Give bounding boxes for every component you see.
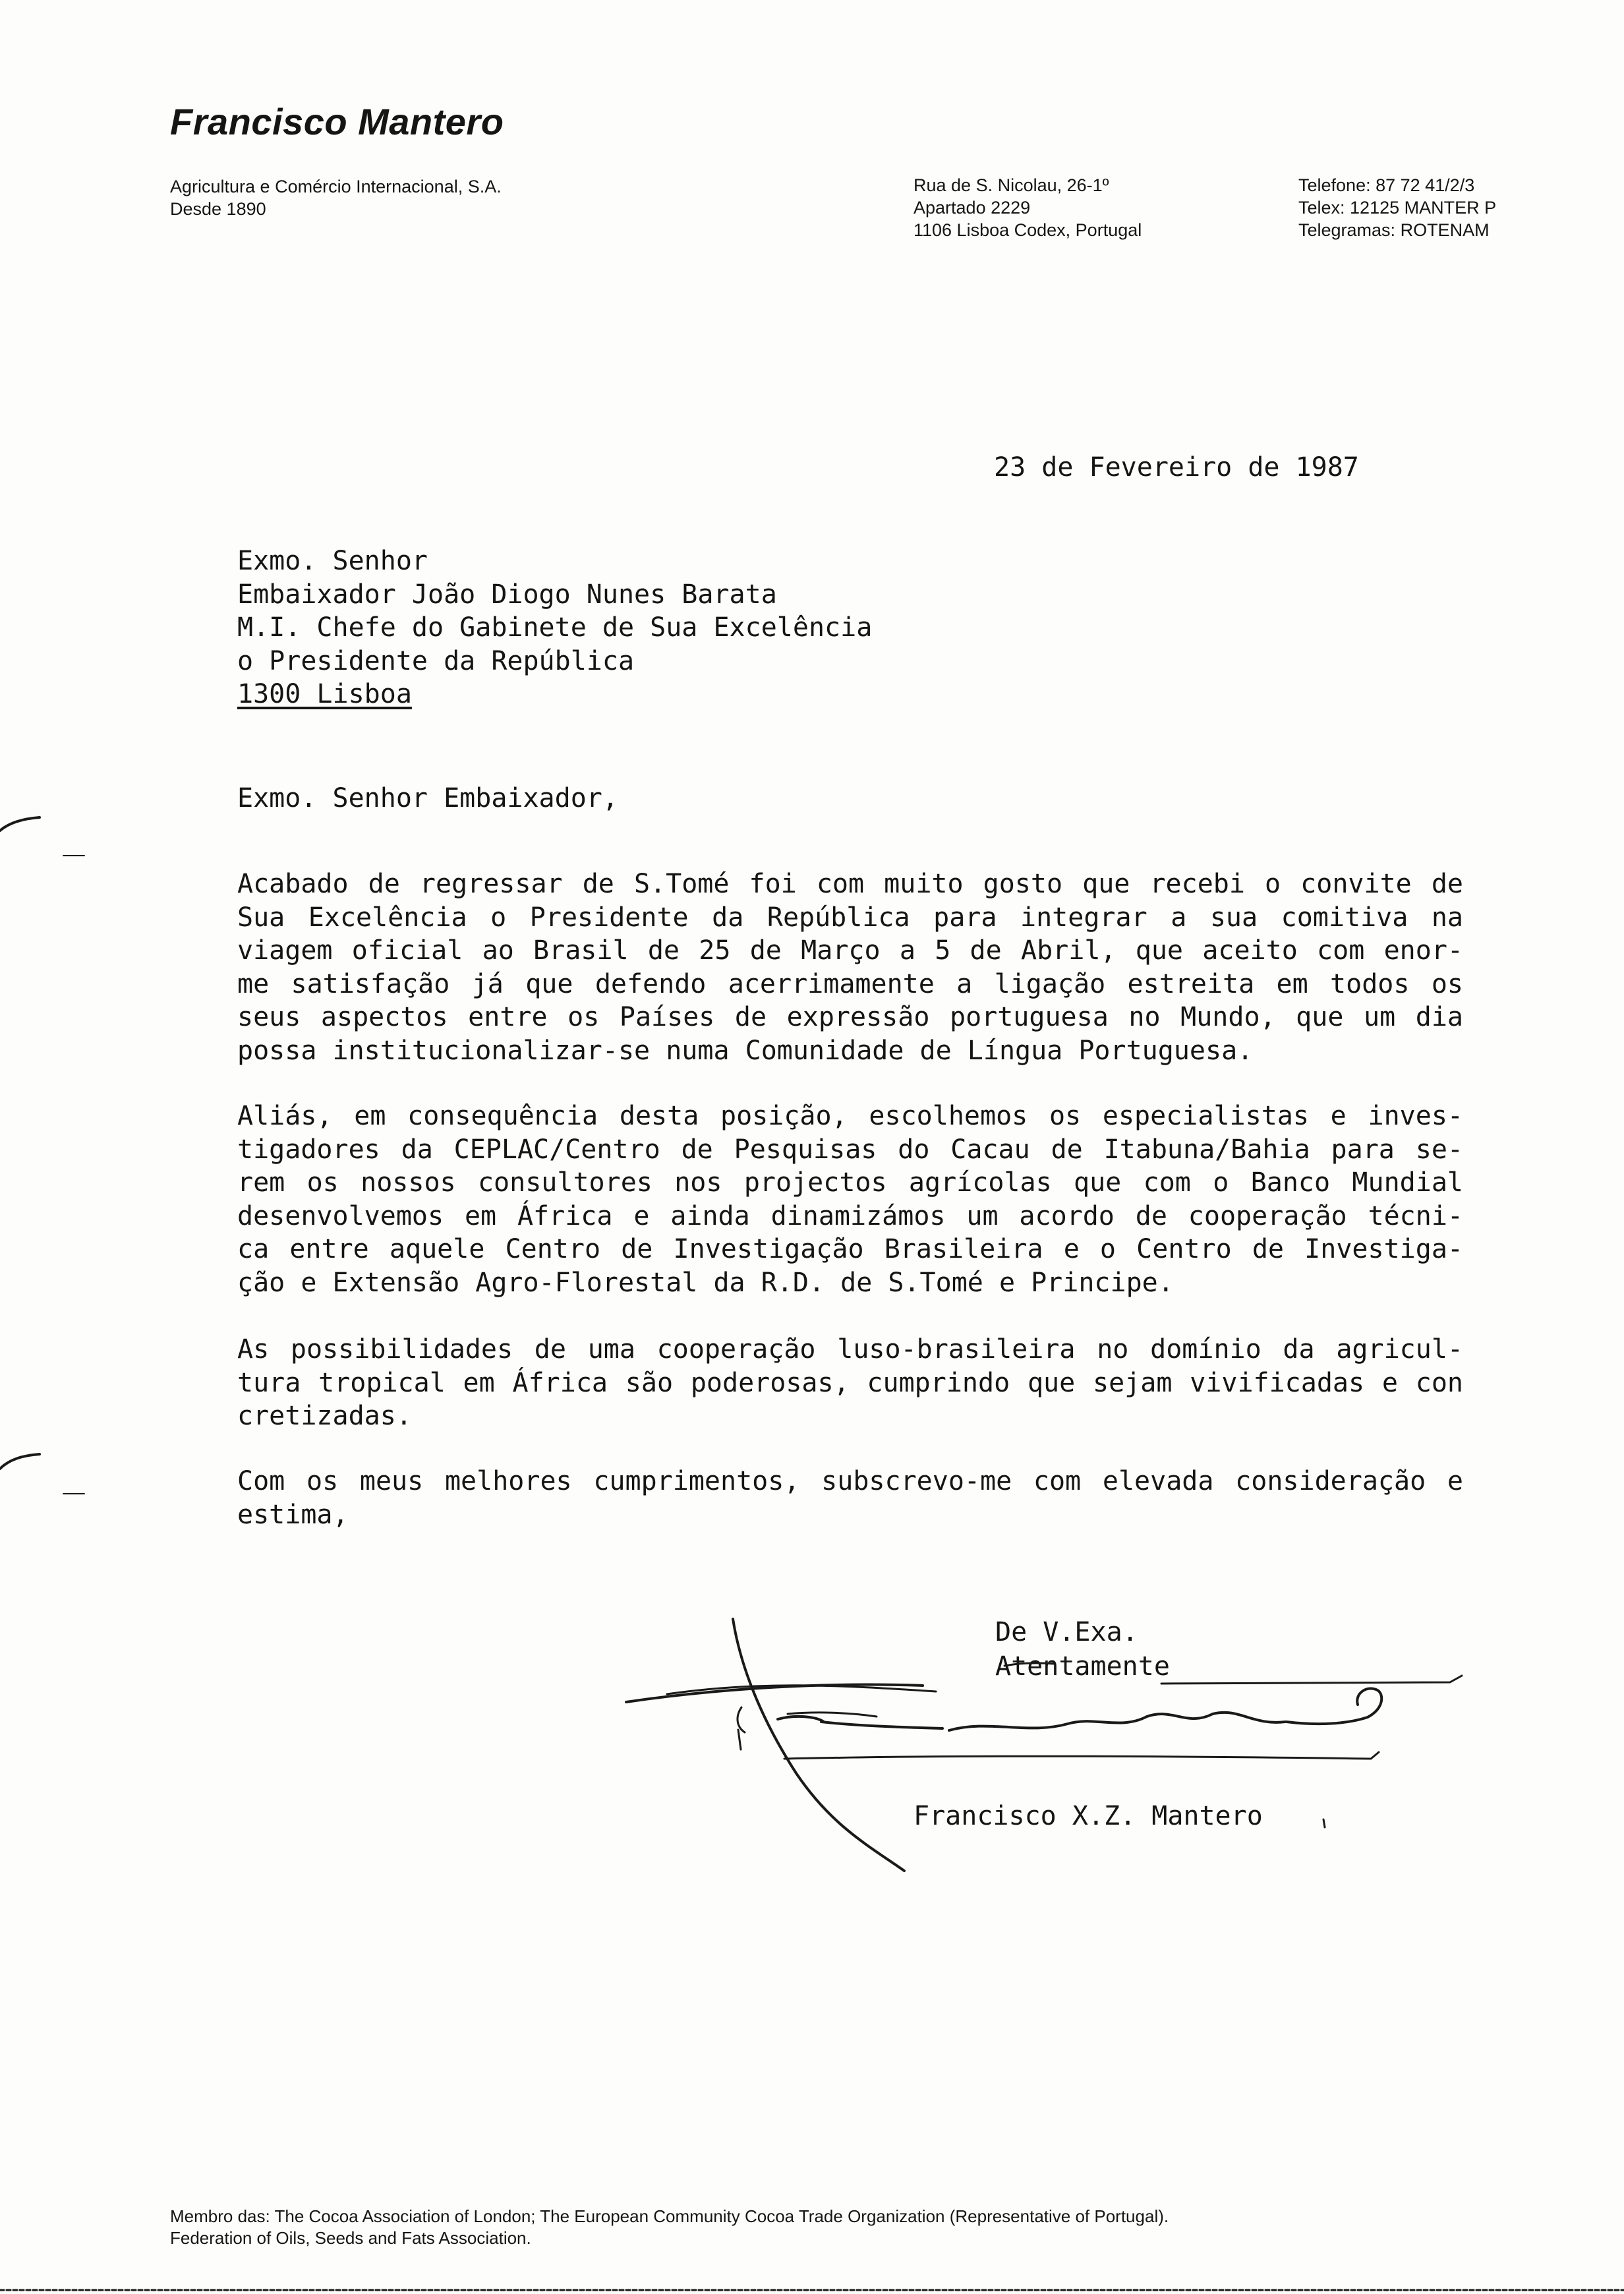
text-line: cretizadas. [237, 1401, 412, 1431]
text-line: rem os nossos consultores nos projectos agrícolas que com o Banco Mundial [237, 1167, 1463, 1198]
text-line: ção e Extensão Agro-Florestal da R.D. de S.Tomé e Principe. [237, 1267, 1174, 1298]
contact-line: Telegramas: ROTENAM [1298, 220, 1490, 240]
recipient-line: Exmo. Senhor [237, 546, 428, 576]
text-line: As possibilidades de uma cooperação luso-brasileira no domínio da agricul- [237, 1334, 1463, 1365]
signature-stroke [1161, 1676, 1462, 1684]
recipient-line: M.I. Chefe do Gabinete de Sua Excelência [237, 612, 873, 643]
signature-stroke [1004, 1663, 1055, 1666]
text-line: Com os meus melhores cumprimentos, subscrevo-me com elevada consideração e [237, 1466, 1463, 1496]
address-line: 1106 Lisboa Codex, Portugal [914, 220, 1142, 240]
signature-stroke [778, 1717, 942, 1728]
address-line: Rua de S. Nicolau, 26-1º [914, 175, 1109, 195]
text-line: Aliás, em consequência desta posição, escolhemos os especialistas e inves- [237, 1101, 1463, 1131]
contact-line: Telex: 12125 MANTER P [1298, 198, 1497, 218]
signature-stroke [784, 1752, 1379, 1759]
text-line: ca entre aquele Centro de Investigação Brasileira e o Centro de Investiga- [237, 1234, 1463, 1264]
letter-date: 23 de Fevereiro de 1987 [994, 452, 1359, 483]
recipient-city: 1300 Lisboa [237, 679, 412, 709]
address-line: Apartado 2229 [914, 198, 1031, 218]
signature-stroke [1323, 1819, 1325, 1827]
footer-line: Federation of Oils, Seeds and Fats Association. [170, 2228, 531, 2248]
closing-line: De V.Exa. [995, 1617, 1138, 1647]
footer-line: Membro das: The Cocoa Association of London; The European Community Cocoa Trade Organization (Representative of Portugal). [170, 2206, 1169, 2226]
company-name: Francisco Mantero [170, 101, 504, 142]
text-line: Acabado de regressar de S.Tomé foi com muito gosto que recebi o convite de [237, 869, 1463, 899]
text-line: viagem oficial ao Brasil de 25 de Março a 5 de Abril, que aceito com enor- [237, 935, 1463, 966]
signature-stroke [949, 1713, 1285, 1730]
recipient-line: o Presidente da República [237, 645, 635, 676]
signature-stroke [733, 1619, 904, 1871]
signature-stroke [738, 1730, 741, 1750]
contact-line: Telefone: 87 72 41/2/3 [1298, 175, 1475, 195]
company-tagline: Agricultura e Comércio Internacional, S.A. [170, 177, 502, 196]
text-line: Sua Excelência o Presidente da República para integrar a sua comitiva na [237, 902, 1463, 933]
text-line: me satisfação já que defendo acerrimamente a ligação estreita em todos os [237, 968, 1463, 999]
salutation: Exmo. Senhor Embaixador, [237, 783, 618, 813]
signature-stroke [738, 1707, 745, 1732]
signature-stroke [1287, 1688, 1381, 1724]
company-since: Desde 1890 [170, 199, 266, 219]
text-line: estima, [237, 1499, 349, 1530]
closing-line: Atentamente [995, 1651, 1170, 1682]
text-line: desenvolvemos em África e ainda dinamizámos um acordo de cooperação técni- [237, 1200, 1463, 1231]
scan-mark [0, 817, 40, 831]
signature-name: Francisco X.Z. Mantero [914, 1801, 1263, 1831]
scan-mark [0, 1454, 40, 1469]
text-line: tura tropical em África são poderosas, cumprindo que sejam vivificadas e con [237, 1367, 1463, 1398]
footer [170, 2206, 1169, 2249]
text-line: seus aspectos entre os Países de expressão portuguesa no Mundo, que um dia [237, 1002, 1463, 1032]
recipient-line: Embaixador João Diogo Nunes Barata [237, 579, 777, 610]
text-line: tigadores da CEPLAC/Centro de Pesquisas do Cacau de Itabuna/Bahia para se- [237, 1134, 1463, 1165]
text-line: possa institucionalizar-se numa Comunidade de Língua Portuguesa. [237, 1035, 1254, 1066]
